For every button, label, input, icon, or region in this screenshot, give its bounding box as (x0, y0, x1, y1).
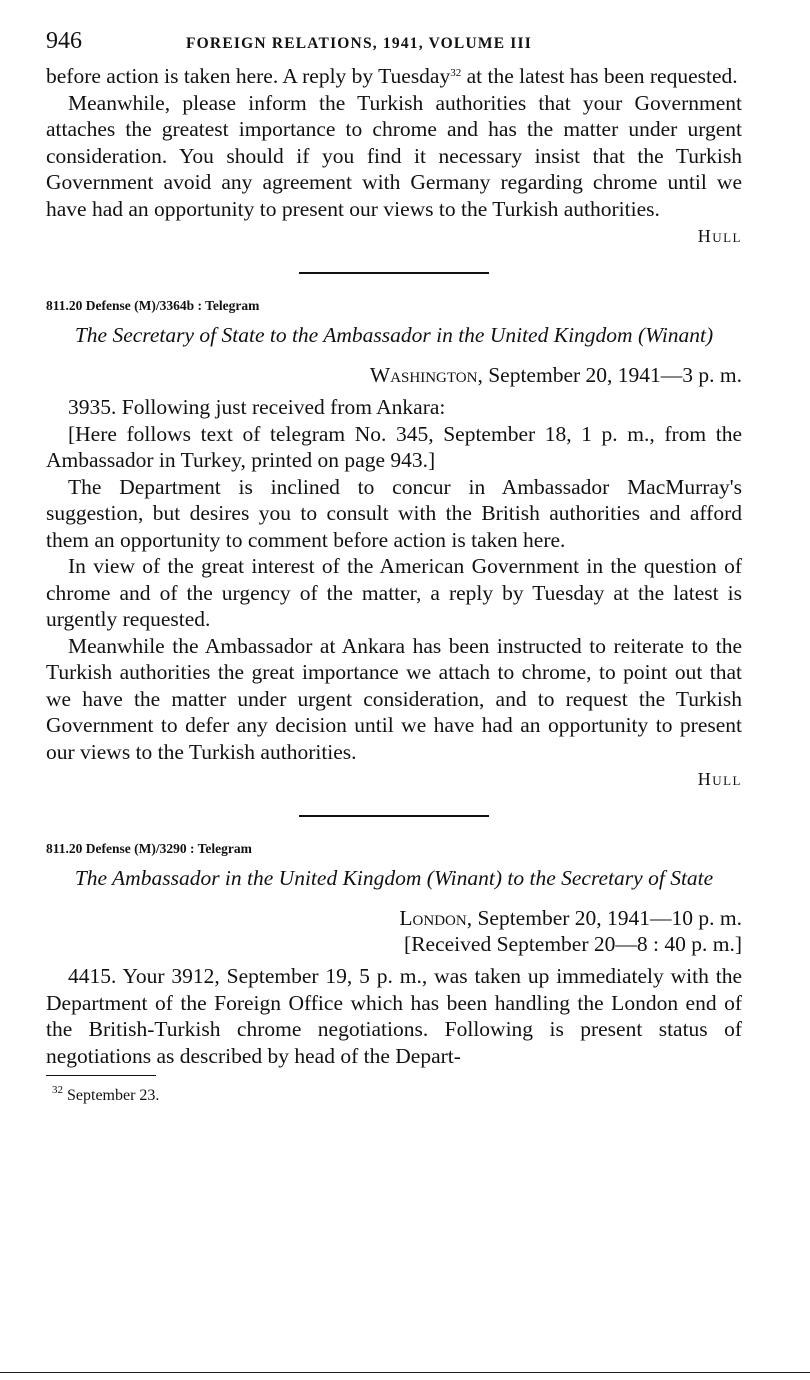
received-note: [Received September 20—8 : 40 p. m.] (404, 932, 742, 956)
dateline-place: Washington (369, 363, 478, 387)
footnote-rule (46, 1075, 156, 1076)
file-reference: 811.20 Defense (M)/3290 : Telegram (46, 841, 252, 856)
dateline (46, 362, 742, 388)
paragraph: [Here follows text of telegram No. 345, September 18, 1 p. m., from the Ambassador in Turkey, printed on page 943.] (46, 421, 742, 472)
page-number: 946 (46, 28, 82, 54)
continued-paragraph-end: at the latest has been requested. (461, 64, 738, 88)
paragraph: The Department is inclined to concur in Ambassador MacMurray's suggestion, but desires you to consult with the British authorities and afford them an opportunity to comment before action is taken here. (46, 474, 742, 552)
continued-paragraph-text: before action is taken here. A reply by Tuesday (46, 64, 451, 88)
signature: Hull (697, 226, 742, 246)
dateline-date: , September 20, 1941—3 p. m. (477, 363, 742, 387)
footnote-ref: 32 (450, 67, 462, 79)
continued-paragraph (46, 60, 742, 90)
paragraph: 3935. Following just received from Ankara: (68, 395, 446, 419)
footnote (46, 1084, 742, 1105)
page-bottom-edge (0, 1372, 810, 1373)
section-divider (299, 815, 489, 817)
document-title: The Secretary of State to the Ambassador in the United Kingdom (Winant) (74, 323, 714, 347)
paragraph: Meanwhile, please inform the Turkish authorities that your Government attaches the greatest importance to chrome and has the matter under urgent consideration. You should if you find it necessary insist that the Turkish Government avoid any agreement with Germany regarding chrome until we have had an opportunity to present our views to the Turkish authorities. (46, 90, 742, 221)
document-page (46, 28, 742, 1105)
signature: Hull (697, 769, 742, 789)
section-divider (299, 272, 489, 274)
footnote-text: September 23. (63, 1087, 160, 1104)
file-reference: 811.20 Defense (M)/3364b : Telegram (46, 298, 260, 313)
dateline-place: London (399, 906, 467, 930)
paragraph: Meanwhile the Ambassador at Ankara has been instructed to reiterate to the Turkish authorities the great importance we attach to chrome, to point out that we have the matter under urgent consideration, and to request the Turkish Government to defer any decision until we have had an opportunity to present our views to the Turkish authorities. (46, 633, 742, 764)
paragraph: In view of the great interest of the American Government in the question of chrome and of the urgency of the matter, a reply by Tuesday at the latest is urgently requested. (46, 554, 742, 631)
paragraph: 4415. Your 3912, September 19, 5 p. m., was taken up immediately with the Department of the Foreign Office which has been handling the London end of the British-Turkish chrome negotiations. Following is present status of negotiations as described by head of the Depart- (46, 964, 742, 1068)
dateline (46, 905, 742, 931)
footnote-number: 32 (52, 1084, 63, 1096)
running-title: FOREIGN RELATIONS, 1941, VOLUME III (186, 35, 532, 52)
running-header (46, 28, 742, 60)
document-title: The Ambassador in the United Kingdom (Winant) to the Secretary of State (74, 866, 714, 890)
dateline-date: , September 20, 1941—10 p. m. (466, 906, 742, 930)
